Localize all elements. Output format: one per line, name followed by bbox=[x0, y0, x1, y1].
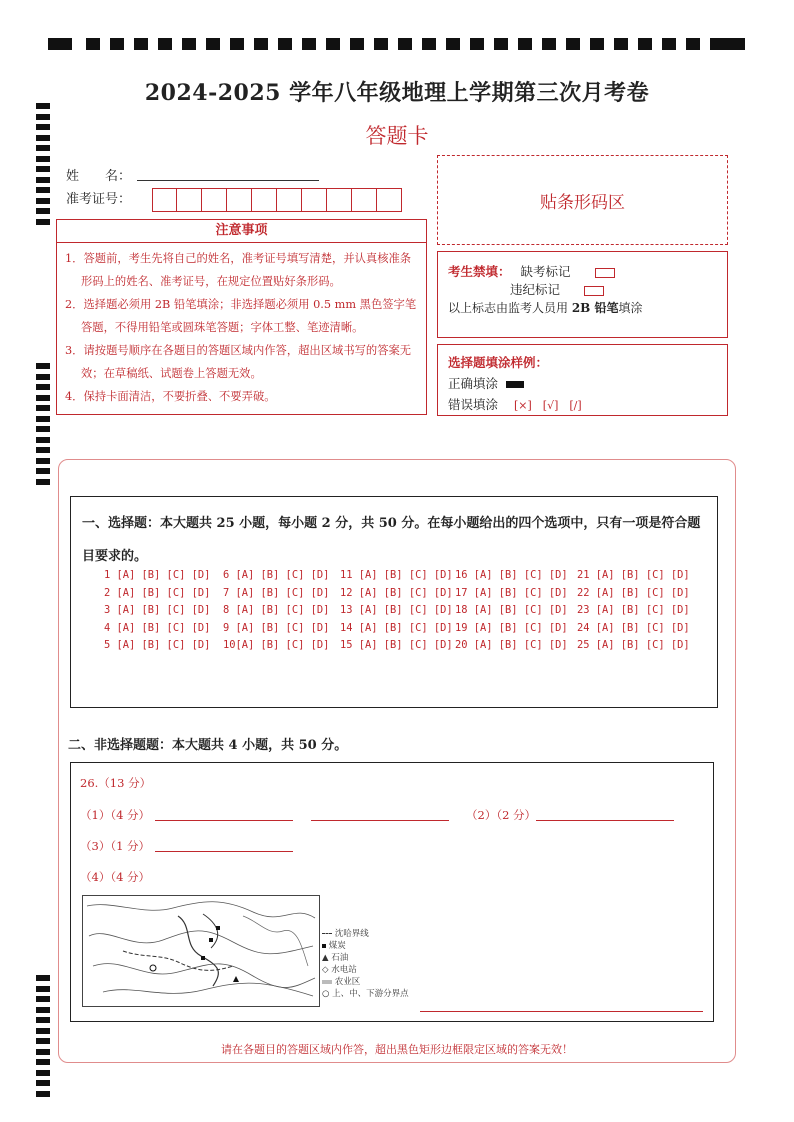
q26-part2-label: （2）（2 分） bbox=[466, 808, 537, 822]
choice-item-20[interactable]: 20 [A] [B] [C] [D] bbox=[455, 639, 568, 651]
choice-item-25[interactable]: 25 [A] [B] [C] [D] bbox=[577, 639, 690, 651]
forbidden-label: 考生禁填： bbox=[448, 264, 511, 279]
choice-item-6[interactable]: 6 [A] [B] [C] [D] bbox=[223, 569, 330, 581]
notice-item: 2．选择题必须用 2B 铅笔填涂；非选择题必须用 0.5 mm 黑色签字笔答题，不得用铅笔或圆珠笔答题；字体工整、笔迹清晰。 bbox=[65, 298, 417, 334]
river-basin-map bbox=[82, 895, 320, 1007]
wrong-fill-marks: [×] [√] [/] bbox=[514, 399, 582, 412]
notice-item: 3．请按题号顺序在各题目的答题区域内作答，超出区域书写的答案无效；在草稿纸、试题卷上答题无效。 bbox=[65, 344, 412, 380]
q26-part3-blank[interactable] bbox=[155, 851, 293, 852]
choice-item-4[interactable]: 4 [A] [B] [C] [D] bbox=[104, 621, 211, 634]
choice-item-5[interactable]: 5 [A] [B] [C] [D] bbox=[104, 639, 211, 651]
choice-item-21[interactable]: 21 [A] [B] [C] [D] bbox=[577, 569, 690, 581]
forbidden-box bbox=[437, 251, 728, 338]
absent-label: 缺考标记 bbox=[520, 264, 571, 279]
map-legend: 沈哈界线 煤炭 ▲ 石油 ◇ 水电站 农业区 ○ 上、中、下游分界点 bbox=[322, 929, 409, 999]
notice-box bbox=[56, 219, 427, 415]
choice-item-1[interactable]: 1 [A] [B] [C] [D] bbox=[104, 569, 211, 581]
choice-item-12[interactable]: 12 [A] [B] [C] [D] bbox=[340, 586, 453, 599]
notice-item: 1．答题前，考生先将自己的姓名，准考证号填写清楚，并认真核准条形码上的姓名、准考证号，在规定位置贴好条形码。 bbox=[65, 252, 412, 288]
wrong-fill-label: 错误填涂 bbox=[448, 397, 499, 412]
map-outline-icon bbox=[83, 896, 319, 1006]
correct-fill-mark bbox=[506, 381, 524, 388]
choice-item-23[interactable]: 23 [A] [B] [C] [D] bbox=[577, 604, 690, 616]
timing-marks-top bbox=[48, 38, 745, 52]
exam-id-boxes[interactable] bbox=[152, 188, 402, 212]
choice-item-7[interactable]: 7 [A] [B] [C] [D] bbox=[223, 586, 330, 599]
choice-item-17[interactable]: 17 [A] [B] [C] [D] bbox=[455, 586, 568, 599]
section2-title: 二、非选择题题：本大题共 4 小题，共 50 分。 bbox=[68, 738, 348, 753]
q26-part4-label: （4）（4 分） bbox=[80, 870, 151, 884]
notice-heading: 注意事项 bbox=[57, 220, 426, 243]
choice-item-19[interactable]: 19 [A] [B] [C] [D] bbox=[455, 621, 568, 634]
answer-card-title: 答题卡 bbox=[365, 124, 429, 148]
choice-item-8[interactable]: 8 [A] [B] [C] [D] bbox=[223, 604, 330, 616]
forbidden-note: 以上标志由监考人员用 2B 铅笔填涂 bbox=[448, 301, 643, 315]
choice-item-16[interactable]: 16 [A] [B] [C] [D] bbox=[455, 569, 568, 581]
absent-mark[interactable] bbox=[595, 268, 615, 278]
q26-header: 26.（13 分） bbox=[80, 776, 152, 790]
fill-example-label: 选择题填涂样例： bbox=[448, 355, 549, 370]
section1-title: 一、选择题：本大题共 25 小题，每小题 2 分，共 50 分。在每小题给出的四个选项中，只有一项是符合题目要求的。 bbox=[82, 516, 701, 564]
choice-item-9[interactable]: 9 [A] [B] [C] [D] bbox=[223, 621, 330, 634]
choice-item-22[interactable]: 22 [A] [B] [C] [D] bbox=[577, 586, 690, 599]
id-label: 准考证号： bbox=[66, 192, 132, 207]
choice-item-18[interactable]: 18 [A] [B] [C] [D] bbox=[455, 604, 568, 616]
name-label: 姓 名： bbox=[66, 169, 132, 184]
q26-part1-blank-a[interactable] bbox=[155, 820, 293, 821]
footer-warning: 请在各题目的答题区域内作答，超出黑色矩形边框限定区域的答案无效！ bbox=[221, 1043, 573, 1056]
notice-item: 4．保持卡面清洁，不要折叠、不要弄破。 bbox=[65, 390, 276, 403]
choice-item-3[interactable]: 3 [A] [B] [C] [D] bbox=[104, 604, 211, 616]
choice-item-14[interactable]: 14 [A] [B] [C] [D] bbox=[340, 621, 453, 634]
page-title: 2024-2025 学年八年级地理上学期第三次月考卷 bbox=[144, 80, 650, 106]
choice-item-13[interactable]: 13 [A] [B] [C] [D] bbox=[340, 604, 453, 616]
choice-item-11[interactable]: 11 [A] [B] [C] [D] bbox=[340, 569, 453, 581]
name-field[interactable] bbox=[137, 180, 319, 181]
q26-part1-blank-b[interactable] bbox=[311, 820, 449, 821]
violation-mark[interactable] bbox=[584, 286, 604, 296]
choice-item-2[interactable]: 2 [A] [B] [C] [D] bbox=[104, 586, 211, 599]
fill-example-box bbox=[437, 344, 728, 416]
violation-label: 违纪标记 bbox=[510, 282, 561, 297]
q26-part3-label: （3）（1 分） bbox=[80, 839, 151, 853]
choice-item-24[interactable]: 24 [A] [B] [C] [D] bbox=[577, 621, 690, 634]
barcode-area: 贴条形码区 bbox=[437, 155, 728, 245]
choice-item-10[interactable]: 10[A] [B] [C] [D] bbox=[223, 639, 330, 651]
q26-part2-blank[interactable] bbox=[536, 820, 674, 821]
correct-fill-label: 正确填涂 bbox=[448, 376, 499, 391]
choice-item-15[interactable]: 15 [A] [B] [C] [D] bbox=[340, 639, 453, 651]
q26-part4-blank[interactable] bbox=[420, 1011, 703, 1012]
q26-part1-label: （1）（4 分） bbox=[80, 808, 151, 822]
